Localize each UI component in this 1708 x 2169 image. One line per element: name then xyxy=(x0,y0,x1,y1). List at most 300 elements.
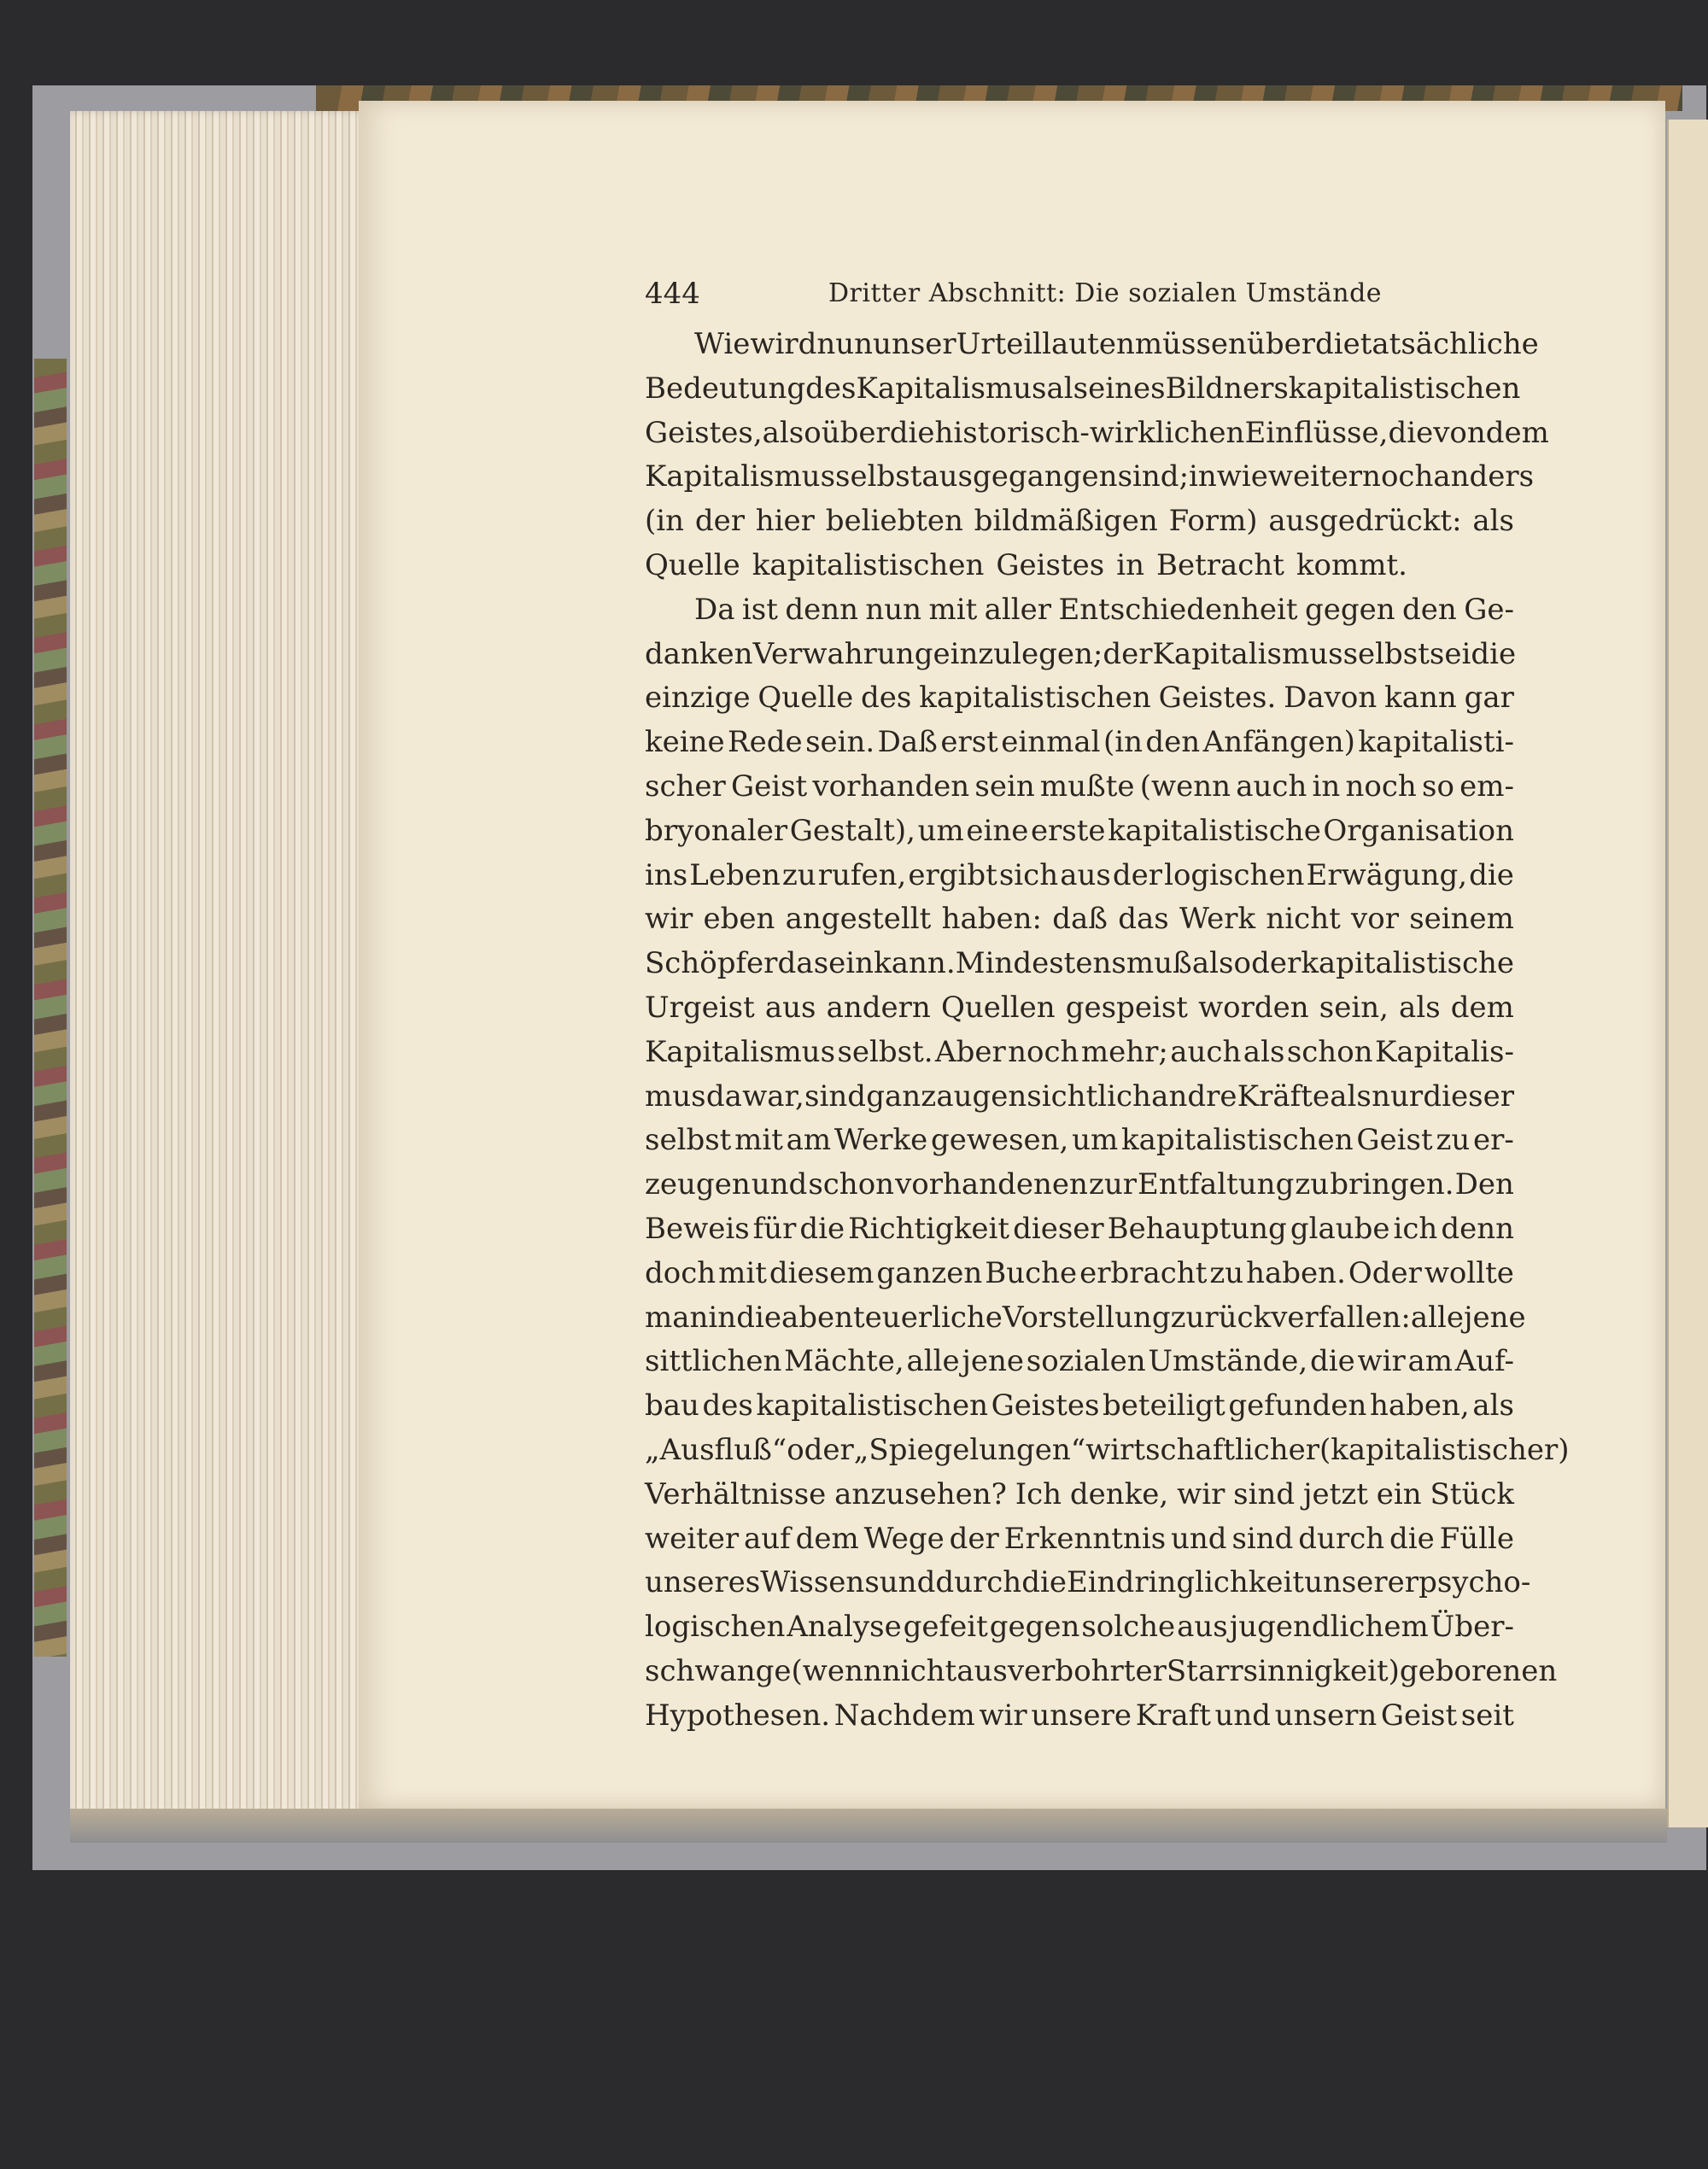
word: als xyxy=(1243,1034,1285,1069)
word: sich xyxy=(998,857,1059,892)
word: Geistes, xyxy=(645,415,763,450)
word: Schöpfer xyxy=(645,946,778,981)
word: Einflüsse, xyxy=(1244,415,1389,450)
text-line xyxy=(645,1163,1514,1207)
word: dem xyxy=(1485,415,1549,450)
text-line xyxy=(645,854,1514,898)
word: die xyxy=(1309,1344,1355,1379)
word: wird xyxy=(750,327,817,361)
word: bryonaler xyxy=(645,813,788,848)
word: Da xyxy=(694,592,735,627)
text-line xyxy=(645,1119,1514,1163)
facing-page-edge xyxy=(1667,120,1708,1827)
word: selbst xyxy=(1342,636,1430,671)
word: kann xyxy=(1384,681,1457,716)
word: eben xyxy=(703,902,775,937)
word: der xyxy=(949,1521,999,1556)
word: selbst. xyxy=(837,1034,933,1069)
word: über xyxy=(821,415,890,450)
word: ausgedrückt: xyxy=(1268,504,1462,539)
word: (in xyxy=(645,504,685,539)
word: Quelle xyxy=(757,681,854,716)
word: mus xyxy=(645,1079,706,1114)
word: Verwahrung xyxy=(752,636,933,671)
text-line xyxy=(645,367,1521,412)
word: Entfaltung xyxy=(1138,1167,1295,1202)
word: kapitalistischen xyxy=(752,547,985,582)
word: logischen xyxy=(1164,857,1305,892)
word: Umstände, xyxy=(1148,1344,1308,1379)
word: bau xyxy=(645,1389,699,1424)
word: dem xyxy=(1450,990,1514,1025)
word: erst xyxy=(940,725,998,760)
word: aus xyxy=(764,990,816,1025)
word: gespeist xyxy=(1065,990,1188,1025)
word: wollte xyxy=(1424,1255,1514,1290)
word: das xyxy=(1118,902,1169,937)
page-bottom-edge xyxy=(70,1809,1667,1843)
word: Bedeutung xyxy=(645,371,806,406)
word: bringen. xyxy=(1330,1167,1454,1202)
text-line xyxy=(645,1561,1531,1605)
text-line xyxy=(645,1473,1514,1517)
page-number: 444 xyxy=(645,277,700,311)
word: auf xyxy=(744,1521,791,1556)
word: selbst xyxy=(835,459,922,494)
text-line xyxy=(645,588,1514,633)
word: diesem xyxy=(769,1255,874,1290)
running-head xyxy=(645,272,1514,316)
word: müssen xyxy=(1134,327,1247,361)
word: oder xyxy=(787,1432,854,1467)
word: Kapitalis- xyxy=(1375,1034,1514,1069)
word: haben: xyxy=(941,902,1042,937)
word: Eindringlichkeit xyxy=(1066,1565,1305,1600)
word: also xyxy=(762,415,822,450)
word: solche xyxy=(1081,1610,1176,1645)
word: haben. xyxy=(1246,1255,1346,1290)
word: kommt. xyxy=(1296,547,1407,582)
word: da xyxy=(777,946,814,981)
word: Nachdem xyxy=(834,1698,975,1733)
word: nun xyxy=(865,592,922,627)
text-line xyxy=(645,1031,1514,1075)
word: Form) xyxy=(1168,504,1258,539)
word: daß xyxy=(1052,902,1108,937)
text-line xyxy=(645,1207,1514,1252)
word: kapitalistische xyxy=(1108,813,1321,848)
word: aus xyxy=(956,1653,1008,1688)
word: gar xyxy=(1464,681,1514,716)
word: doch xyxy=(645,1255,717,1290)
word: „Ausfluß“ xyxy=(645,1432,787,1467)
text-line xyxy=(645,810,1514,854)
word: alle xyxy=(906,1344,960,1379)
word: kapitalistische xyxy=(1301,946,1514,981)
word: jugendlichem xyxy=(1229,1610,1429,1645)
text-line xyxy=(645,676,1514,721)
text-line xyxy=(645,1429,1570,1473)
word: sind xyxy=(1231,1521,1294,1556)
word: beteiligt xyxy=(1103,1389,1225,1424)
word: unseres xyxy=(645,1565,761,1600)
word: von xyxy=(1433,415,1486,450)
text-line xyxy=(645,1340,1514,1384)
word: der xyxy=(1103,636,1153,671)
word: nun xyxy=(816,327,874,361)
word: Wissens xyxy=(760,1565,880,1600)
word: auch xyxy=(1170,1034,1242,1069)
word: Geistes xyxy=(996,547,1105,582)
word: vor xyxy=(1351,902,1399,937)
word: über xyxy=(1246,327,1315,361)
word: Wege xyxy=(863,1521,945,1556)
word: in xyxy=(708,1300,737,1335)
text-line xyxy=(645,1650,1558,1694)
word: Den xyxy=(1454,1167,1514,1202)
word: angestellt xyxy=(785,902,932,937)
word: sein xyxy=(974,769,1035,804)
word: Aber xyxy=(935,1034,1006,1069)
word: (wenn xyxy=(1139,769,1231,804)
text-line xyxy=(645,986,1514,1031)
word: gegen xyxy=(989,1610,1080,1645)
word: vorhandenen xyxy=(895,1167,1088,1202)
word: ausgegangen xyxy=(921,459,1118,494)
word: einzige xyxy=(645,681,751,716)
word: Kräfte xyxy=(1237,1079,1331,1114)
word: man xyxy=(645,1300,709,1335)
word: sind xyxy=(804,1079,867,1114)
word: abenteuerliche xyxy=(781,1300,1003,1335)
word: Geistes. xyxy=(1158,681,1277,716)
word: Über- xyxy=(1430,1610,1514,1645)
word: und xyxy=(1171,1521,1227,1556)
word: wir xyxy=(979,1698,1027,1733)
word: vorhanden xyxy=(812,769,970,804)
word: die xyxy=(736,1300,781,1335)
word: Buche xyxy=(985,1255,1078,1290)
word: Ge- xyxy=(1464,592,1514,627)
word: um xyxy=(917,813,964,848)
word: dieser xyxy=(1013,1211,1104,1246)
word: war, xyxy=(742,1079,804,1114)
word: Davon xyxy=(1284,681,1378,716)
word: wir xyxy=(645,902,693,937)
word: nicht xyxy=(881,1653,957,1688)
word: als xyxy=(1472,504,1514,539)
word: „Spiegelungen“ xyxy=(853,1432,1086,1467)
word: haben, xyxy=(1369,1389,1470,1424)
marbled-cover-edge xyxy=(34,359,67,1657)
word: Geist xyxy=(730,769,808,804)
word: lauten xyxy=(1042,327,1135,361)
word: weiter xyxy=(645,1521,740,1556)
word: um xyxy=(1072,1123,1119,1158)
word: der xyxy=(1112,857,1163,892)
word: logischen xyxy=(645,1610,786,1645)
word: wir xyxy=(1357,1344,1406,1379)
word: muß xyxy=(1126,946,1192,981)
word: nur xyxy=(1372,1079,1424,1114)
word: noch xyxy=(1362,459,1434,494)
word: kapitalisti- xyxy=(1358,725,1514,760)
word: er xyxy=(1331,459,1363,494)
word: historisch-wirklichen xyxy=(934,415,1245,450)
word: kapitalistischen xyxy=(756,1389,989,1424)
word: noch xyxy=(1345,769,1417,804)
word: inwieweit xyxy=(1189,459,1331,494)
word: für xyxy=(752,1211,797,1246)
word: Mächte, xyxy=(784,1344,904,1379)
word: unsere xyxy=(1031,1698,1132,1733)
word: denn xyxy=(785,592,858,627)
word: Quellen xyxy=(940,990,1056,1025)
word: der xyxy=(1251,946,1301,981)
word: die xyxy=(889,415,935,450)
word: alle xyxy=(1410,1300,1464,1335)
word: sittlichen xyxy=(645,1344,782,1379)
word: em- xyxy=(1459,769,1514,804)
text-line xyxy=(645,323,1539,367)
word: aus xyxy=(1060,857,1111,892)
word: kapitalistischen xyxy=(919,681,1151,716)
word: Verhältnisse xyxy=(645,1476,827,1511)
word: ist xyxy=(741,592,778,627)
word: Beweis xyxy=(645,1211,750,1246)
word: Kapitalismus xyxy=(645,1034,836,1069)
word: sein. xyxy=(805,725,875,760)
word: erbracht xyxy=(1079,1255,1208,1290)
word: dem xyxy=(795,1521,859,1556)
word: kann. xyxy=(874,946,956,981)
word: wir xyxy=(1177,1476,1225,1511)
word: andre xyxy=(1151,1079,1237,1114)
word: in xyxy=(1116,547,1144,582)
word: (in xyxy=(1103,725,1143,760)
word: anders xyxy=(1433,459,1535,494)
word: aller xyxy=(984,592,1052,627)
word: Geist xyxy=(1380,1698,1458,1733)
word: unserer xyxy=(1304,1565,1419,1600)
word: sozialen xyxy=(1026,1344,1146,1379)
text-line xyxy=(645,1694,1514,1739)
word: Fülle xyxy=(1439,1521,1514,1556)
word: bildmäßigen xyxy=(974,504,1158,539)
text-line xyxy=(645,1075,1514,1120)
text-line xyxy=(645,1252,1514,1296)
word: und xyxy=(1214,1698,1272,1733)
word: jene xyxy=(962,1344,1025,1379)
word: ergibt xyxy=(908,857,997,892)
word: wirtschaftlicher xyxy=(1085,1432,1320,1467)
word: als xyxy=(1330,1079,1372,1114)
word: auch xyxy=(1236,769,1307,804)
word: den xyxy=(1145,725,1201,760)
word: Erkenntnis xyxy=(1003,1521,1167,1556)
word: (wenn xyxy=(791,1653,882,1688)
word: als xyxy=(1046,371,1089,406)
word: zu xyxy=(1436,1123,1471,1158)
word: augensichtlich xyxy=(936,1079,1151,1114)
word: beliebten xyxy=(825,504,963,539)
word: glaube xyxy=(1290,1211,1390,1246)
word: Vorstellung xyxy=(1002,1300,1171,1335)
word: gewesen, xyxy=(930,1123,1069,1158)
word: eine xyxy=(966,813,1029,848)
word: hier xyxy=(755,504,815,539)
word: gegen xyxy=(1304,592,1395,627)
word: rufen, xyxy=(817,857,907,892)
word: schon xyxy=(1286,1034,1373,1069)
word: Kapitalismus xyxy=(856,371,1047,406)
word: kapitalistischen xyxy=(1121,1123,1354,1158)
word: sein, xyxy=(1319,990,1389,1025)
page-text-block xyxy=(645,272,1570,1739)
word: Urgeist xyxy=(645,990,755,1025)
word: und xyxy=(879,1565,936,1600)
word: zur xyxy=(1088,1167,1137,1202)
word: ein xyxy=(1376,1476,1422,1511)
word: die xyxy=(1469,857,1514,892)
text-line xyxy=(645,544,1514,588)
word: des xyxy=(805,371,857,406)
word: dieser xyxy=(1423,1079,1514,1114)
word: Starrsinnigkeit) xyxy=(1166,1653,1400,1688)
word: Betracht xyxy=(1155,547,1284,582)
word: geborenen xyxy=(1399,1653,1558,1688)
word: zu xyxy=(1295,1167,1330,1202)
word: Behauptung xyxy=(1107,1211,1287,1246)
word: worden xyxy=(1198,990,1309,1025)
word: anzusehen? xyxy=(834,1476,1007,1511)
word: zurückverfallen: xyxy=(1170,1300,1411,1335)
word: Entschiedenheit xyxy=(1058,592,1298,627)
word: als xyxy=(1472,1389,1514,1424)
word: ich xyxy=(1393,1211,1438,1246)
word: Gestalt), xyxy=(789,813,915,848)
word: scher xyxy=(645,769,726,804)
word: die xyxy=(1021,1565,1067,1600)
word: Kraft xyxy=(1135,1698,1211,1733)
text-line xyxy=(645,1296,1526,1341)
word: mit xyxy=(718,1255,767,1290)
page-stack-edge xyxy=(70,111,377,1836)
word: nicht xyxy=(1266,902,1341,937)
word: so xyxy=(1422,769,1454,804)
text-line xyxy=(645,897,1514,942)
word: unser xyxy=(873,327,956,361)
text-line xyxy=(645,942,1514,986)
word: psycho- xyxy=(1418,1565,1531,1600)
word: denn xyxy=(1441,1211,1514,1246)
word: Oder xyxy=(1348,1255,1422,1290)
word: andern xyxy=(826,990,931,1025)
word: Daß xyxy=(877,725,938,760)
word: und xyxy=(751,1167,808,1202)
word: (kapitalistischer) xyxy=(1319,1432,1570,1467)
word: gefeit xyxy=(903,1610,988,1645)
text-line xyxy=(645,765,1514,810)
word: die xyxy=(1314,327,1360,361)
word: die xyxy=(1389,1521,1435,1556)
word: Organisation xyxy=(1323,813,1514,848)
word: Geistes xyxy=(991,1389,1100,1424)
word: Geist xyxy=(1356,1123,1433,1158)
word: Mindestens xyxy=(955,946,1126,981)
text-line xyxy=(645,1517,1514,1562)
text-line xyxy=(645,1384,1514,1429)
word: schon xyxy=(808,1167,895,1202)
word: er- xyxy=(1473,1123,1514,1158)
word: durch xyxy=(1298,1521,1385,1556)
word: Quelle xyxy=(645,547,740,582)
word: sind xyxy=(1233,1476,1296,1511)
word: die xyxy=(799,1211,845,1246)
word: zu xyxy=(1209,1255,1244,1290)
word: unsern xyxy=(1274,1698,1378,1733)
body-text xyxy=(645,323,1570,1739)
word: Leben xyxy=(689,857,781,892)
word: der xyxy=(694,504,745,539)
word: ganzen xyxy=(876,1255,983,1290)
word: Hypothesen. xyxy=(645,1698,831,1733)
word: kapitalistischen xyxy=(1288,371,1521,406)
word: zu xyxy=(781,857,816,892)
word: die xyxy=(1388,415,1434,450)
running-head-title: Dritter Abschnitt: Die sozialen Umstände xyxy=(828,278,1383,308)
word: jetzt xyxy=(1303,1476,1368,1511)
word: aus xyxy=(1177,1610,1228,1645)
word: Kapitalismus xyxy=(1152,636,1343,671)
word: Ich xyxy=(1015,1476,1062,1511)
word: als xyxy=(1399,990,1441,1025)
text-line xyxy=(645,412,1549,456)
word: mehr; xyxy=(1080,1034,1168,1069)
word: des xyxy=(861,681,912,716)
word: mußte xyxy=(1039,769,1135,804)
word: erste xyxy=(1030,813,1106,848)
word: denke, xyxy=(1069,1476,1169,1511)
word: verbohrter xyxy=(1007,1653,1167,1688)
word: jene xyxy=(1464,1300,1526,1335)
word: mit xyxy=(928,592,978,627)
word: einzulegen; xyxy=(933,636,1103,671)
word: die xyxy=(1471,636,1517,671)
word: gefunden xyxy=(1228,1389,1367,1424)
word: am xyxy=(1407,1344,1453,1379)
text-line xyxy=(645,1605,1514,1650)
word: mit xyxy=(734,1123,783,1158)
word: Werk xyxy=(1179,902,1256,937)
word: in xyxy=(1312,769,1341,804)
word: Stück xyxy=(1430,1476,1514,1511)
word: ganz xyxy=(866,1079,937,1114)
word: Wie xyxy=(694,327,751,361)
word: seit xyxy=(1460,1698,1514,1733)
word: sein xyxy=(813,946,874,981)
word: Anfängen) xyxy=(1202,725,1355,760)
word: seinem xyxy=(1409,902,1514,937)
word: da xyxy=(705,1079,742,1114)
word: zeugen xyxy=(645,1167,751,1202)
word: am xyxy=(786,1123,832,1158)
word: danken xyxy=(645,636,753,671)
word: Richtigkeit xyxy=(848,1211,1010,1246)
word: durch xyxy=(935,1565,1022,1600)
word: des xyxy=(702,1389,753,1424)
word: selbst xyxy=(645,1123,732,1158)
